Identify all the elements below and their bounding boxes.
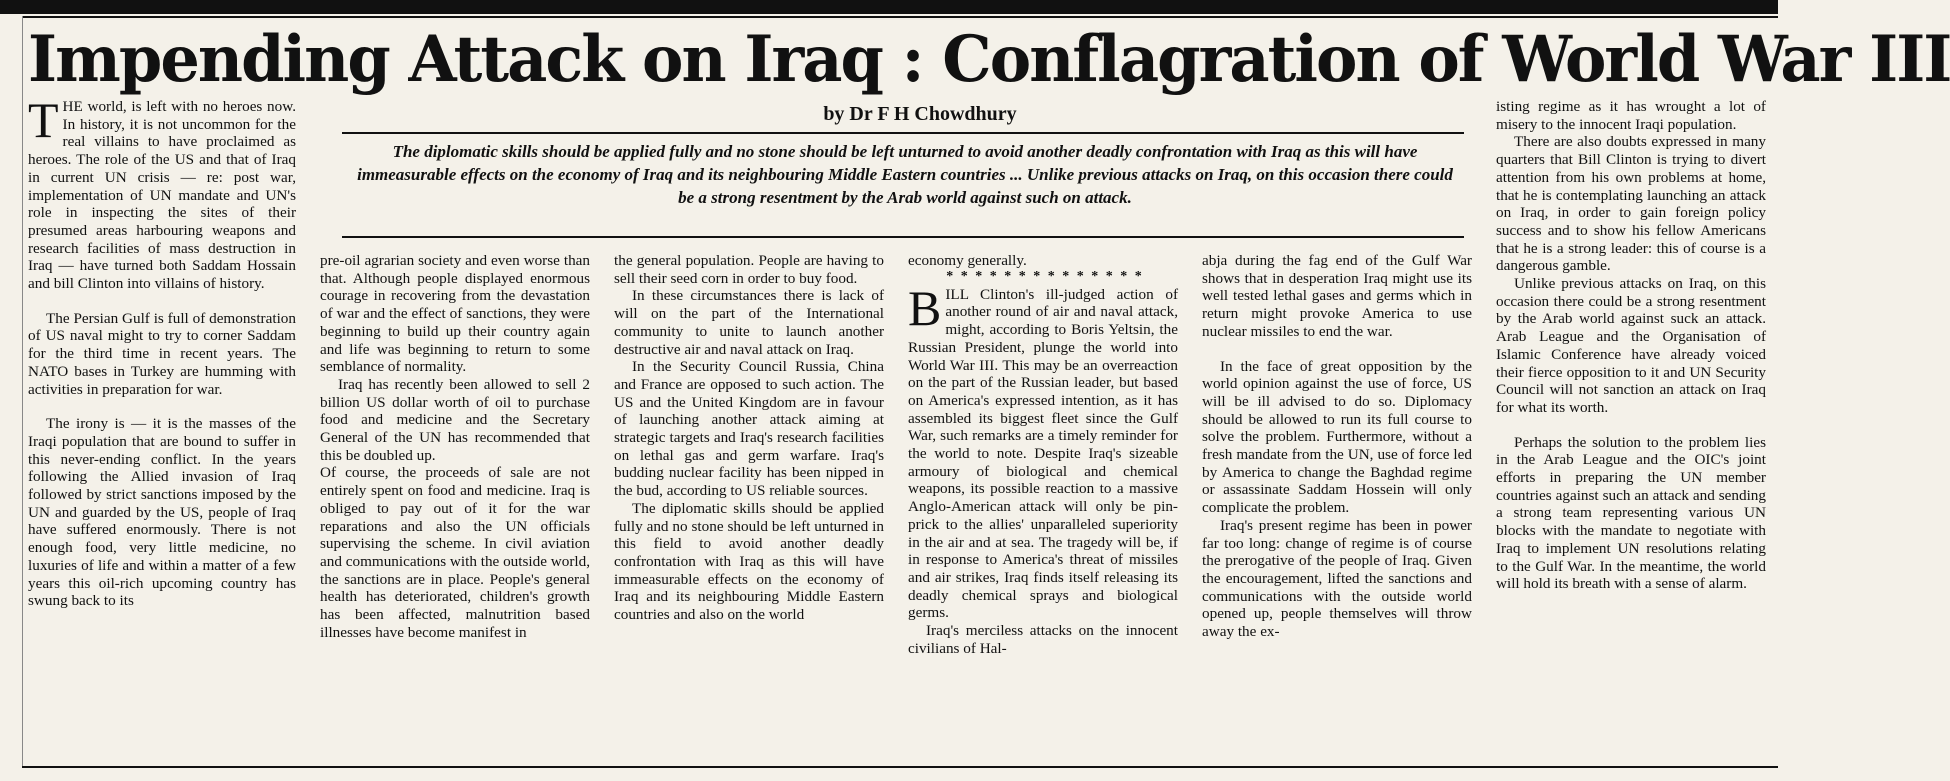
- col3-paragraph-4: The diplomatic skills should be applied fully and no stone should be left unturned in this field to avoid another deadly confrontation with Iraq as this will have immeasurable effects on the economy of Iraq and its neighbouring Middle Eastern countries and also on the world: [614, 499, 884, 624]
- col5-paragraph-2: In the face of great opposition by the world opinion against the use of force, US will be ill advised to do so. Diplomacy should be allowed to run its full course to solve the problem. Furthermore, without a fresh mandate from the UN, use of force led by America to change the Baghdad regime or assassinate Saddam Hossein will only complicate the problem.: [1202, 357, 1472, 517]
- deck-rule-top: [342, 132, 1464, 134]
- column-1: [28, 92, 296, 766]
- col2-paragraph-2: Iraq has recently been allowed to sell 2 billion US dollar worth of oil to purchase food and medicine and the Secretary General of the UN has recommended that this be doubled up.: [320, 375, 590, 464]
- column-2: [320, 252, 590, 766]
- col2-paragraph-3: Of course, the proceeds of sale are not entirely spent on food and medicine. Iraq is obliged to pay out of it for the war reparations and also the UN officials supervising the scheme. In civil aviation and communications with the outside world, the sanctions are in place. People's general health has deteriorated, children's growth has been affected, malnutrition based illnesses have become manifest in: [320, 464, 590, 641]
- col6-paragraph-2: There are also doubts expressed in many quarters that Bill Clinton is trying to divert attention from his own problems at home, that he is contemplating launching an attack on Iraq, in order to gain foreign policy success and to show his fellow Americans that he is a strong leader: this of course is a dangerous gamble.: [1496, 133, 1766, 275]
- dropcap-b: B: [908, 279, 942, 336]
- dropcap-t: T: [28, 92, 59, 148]
- bottom-rule: [22, 766, 1778, 768]
- col3-paragraph-3: In the Security Council Russia, China and France are opposed to such action. The US and the United Kingdom are in favour of launching another attack aiming at strategic targets and Iraq's research facilities on lethal gas and germ warfare. Iraq's budding nuclear facility has been nipped in the bud, according to US reliable sources.: [614, 358, 884, 500]
- byline: by Dr F H Chowdhury: [823, 103, 1017, 125]
- col3-paragraph-2: In these circumstances there is lack of will on the part of the International community to unite to launch another destructive air and naval attack on Iraq.: [614, 287, 884, 358]
- column-3: [614, 252, 884, 766]
- column-5: [1202, 252, 1472, 766]
- column-6: [1496, 98, 1766, 766]
- section-separator-stars: * * * * * * * * * * * * * *: [946, 269, 1144, 284]
- col6-paragraph-3: Unlike previous attacks on Iraq, on this occasion there could be a strong resentment by the Arab world against suck an attack. Arab League and the Organisation of Islamic Conference have already voiced their fierce opposition to it and UN Security Council will not sanction an attack on Iraq for what its worth.: [1496, 275, 1766, 416]
- col6-paragraph-4: Perhaps the solution to the problem lies in the Arab League and the OIC's joint efforts in preparing the UN member countries against such an attack and sending a strong team representing various UN blocks with the mandate to negotiate with Iraq to implement UN resolutions relating to the Gulf War. In the meantime, the world will hold its breath with a sense of alarm.: [1496, 433, 1766, 593]
- col1-paragraph-3: The irony is — it is the masses of the Iraqi population that are bound to suffer in this never-ending conflict. In the years following the Allied invasion of Iraq followed by strict sanctions imposed by the UN and guarded by the US, people of Iraq have suffered enormously. There is not enough food, very little medicine, no luxuries of life and within a matter of a few years this oil-rich upcoming country has swung back to its: [28, 415, 296, 610]
- left-border-rule: [22, 16, 23, 768]
- column-4: [908, 252, 1178, 766]
- deck-summary: The diplomatic skills should be applied fully and no stone should be left unturned to avoid another deadly confrontation with Iraq as this will have immeasurable effects on the economy of Iraq and its neighbouring Middle Eastern countries ... Unlike previous attacks on Iraq, on this occasion there could be a strong resentment by the Arab world against such on attack.: [357, 142, 1453, 207]
- col3-paragraph-1: the general population. People are having to sell their seed corn in order to buy food.: [614, 252, 884, 287]
- col5-paragraph-3: Iraq's present regime has been in power far too long: change of regime is of course the prerogative of the people of Iraq. Given the encouragement, lifted the sanctions and communications with the outside world opened up, people themselves will throw away the ex-: [1202, 516, 1472, 641]
- col6-paragraph-1: isting regime as it has wrought a lot of misery to the innocent Iraqi population.: [1496, 98, 1766, 133]
- col1-paragraph-1: THE world, is left with no heroes now. In history, it is not uncommon for the real villains to have proclaimed as heroes. The role of the US and that of Iraq in current UN crisis — re: post war, implementation of UN mandate and UN's role in inspecting the sites of their presumed areas harbouring weapons and research facilities of mass destruction in Iraq — have turned both Saddam Hossain and bill Clinton into villains of history.: [28, 92, 296, 293]
- col2-paragraph-1: pre-oil agrarian society and even worse than that. Although people displayed enormous courage in recovering from the devastation of war and the effect of sanctions, they were beginning to build up their country again and life was beginning to return to some semblance of normality.: [320, 252, 590, 376]
- col5-paragraph-1: abja during the fag end of the Gulf War shows that in desperation Iraq might use its well tested lethal gases and germs which in return might provoke America to use nuclear missiles to end the war.: [1202, 252, 1472, 340]
- col1-paragraph-2: The Persian Gulf is full of demonstration of US naval might to try to corner Saddam for the third time in recent years. The NATO bases in Turkey are humming with activities in preparation for war.: [28, 309, 296, 398]
- col4-paragraph-0: economy generally.: [908, 252, 1027, 269]
- headline: Impending Attack on Iraq : Conflagration of World War III: [28, 22, 1950, 97]
- col4-paragraph-2: Iraq's merciless attacks on the innocent civilians of Hal-: [908, 622, 1178, 657]
- deck-rule-bottom: [342, 236, 1464, 238]
- col4-paragraph-1: BILL Clinton's ill-judged action of another round of air and naval attack, might, according to Boris Yeltsin, the Russian President, plunge the world into World War III. This may be an overreaction on the part of the Russian leader, but based on America's expressed intention, as it has assembled its biggest fleet since the Gulf War, such remarks are a timely reminder for the world to note. Despite Iraq's sizeable armoury of biological and chemical weapons, its possible reaction to a massive Anglo-American attack will only be pin-prick to the allies' unparalleled superiority in the air and at sea. The tragedy will be, if in response to America's threat of missiles and air strikes, Iraq finds itself releasing its deadly chemical sprays and biological germs.: [908, 279, 1178, 622]
